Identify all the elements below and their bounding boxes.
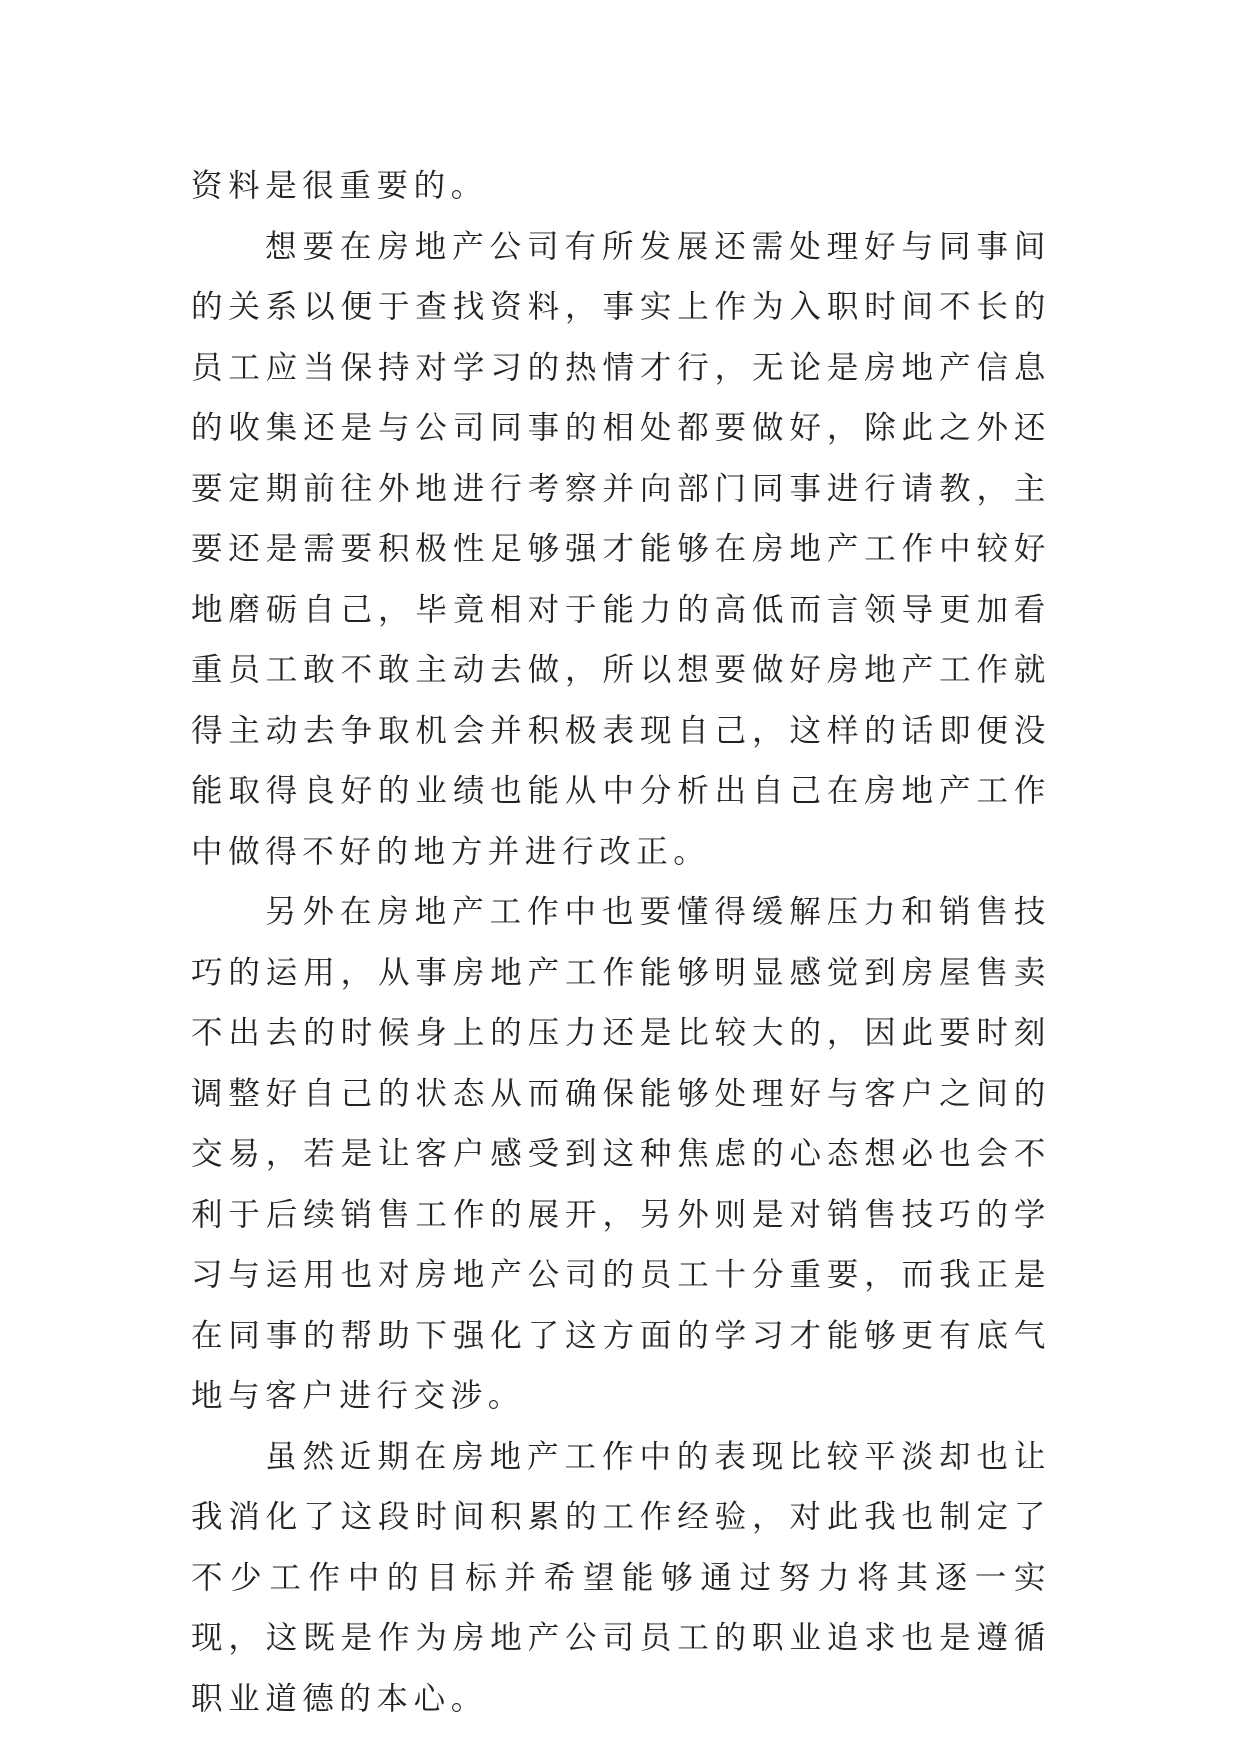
paragraph-continuation: 资料是很重要的。: [191, 168, 488, 204]
document-body: [191, 156, 1051, 1729]
paragraph-stress-and-sales-skills: 另外在房地产工作中也要懂得缓解压力和销售技巧的运用，从事房地产工作能够明显感觉到房屋售卖不出去的时候身上的压力还是比较大的，因此要时刻调整好自己的状态从而确保能够处理好与客户之间的交易，若是让客户感受到这种焦虑的心态想必也会不利于后续销售工作的展开，另外则是对销售技巧的学习与运用也对房地产公司的员工十分重要，而我正是在同事的帮助下强化了这方面的学习才能够更有底气地与客户进行交涉。: [191, 894, 1051, 1414]
paragraph-colleague-relations: 想要在房地产公司有所发展还需处理好与同事间的关系以便于查找资料，事实上作为入职时间不长的员工应当保持对学习的热情才行，无论是房地产信息的收集还是与公司同事的相处都要做好，除此之外还要定期前往外地进行考察并向部门同事进行请教，主要还是需要积极性足够强才能够在房地产工作中较好地磨砺自己，毕竟相对于能力的高低而言领导更加看重员工敢不敢主动去做，所以想要做好房地产工作就得主动去争取机会并积极表现自己，这样的话即便没能取得良好的业绩也能从中分析出自己在房地产工作中做得不好的地方并进行改正。: [191, 228, 1051, 870]
paragraph-goals: 虽然近期在房地产工作中的表现比较平淡却也让我消化了这段时间积累的工作经验，对此我也制定了不少工作中的目标并希望能够通过努力将其逐一实现，这既是作为房地产公司员工的职业追求也是遵循职业道德的本心。: [191, 1438, 1051, 1717]
